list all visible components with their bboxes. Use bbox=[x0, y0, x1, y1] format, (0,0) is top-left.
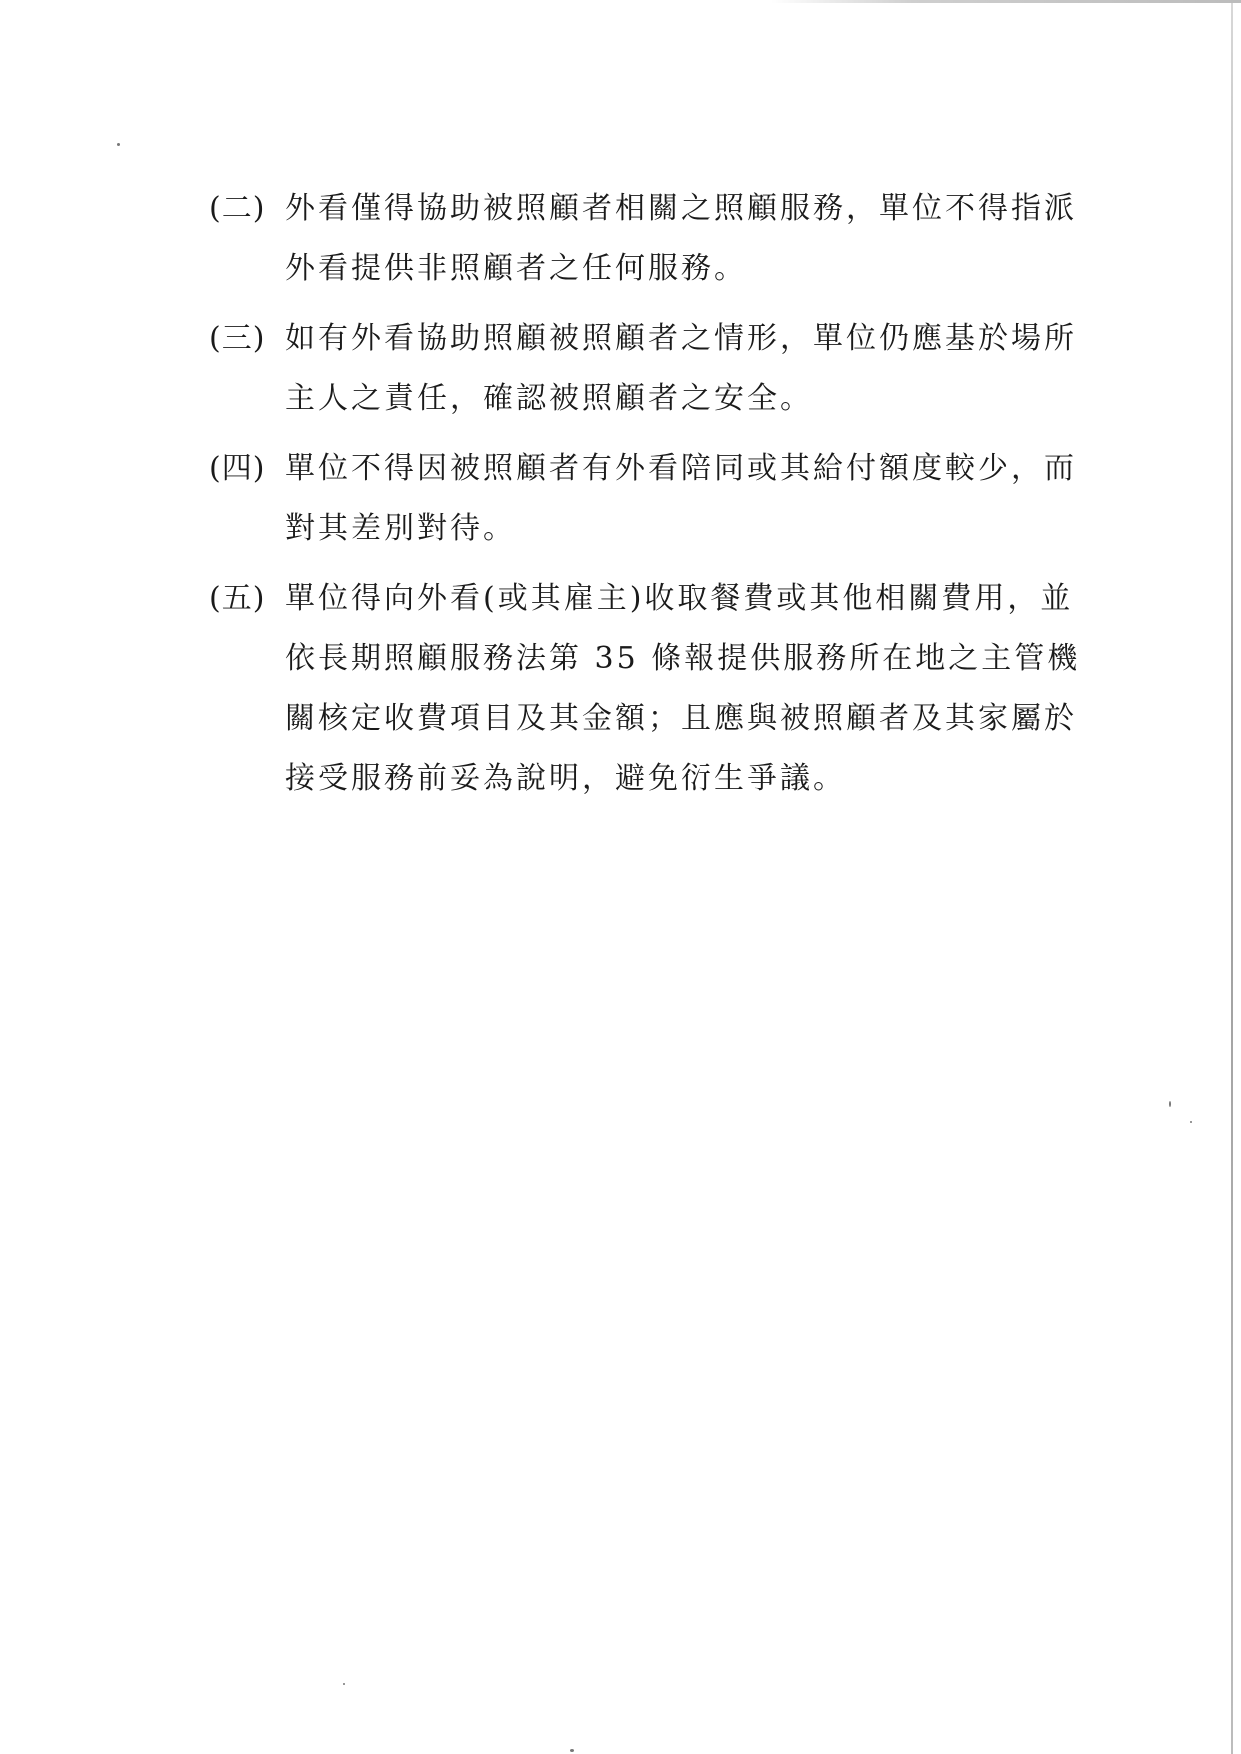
scan-edge-right bbox=[1231, 0, 1233, 1754]
list-item bbox=[209, 574, 1081, 804]
item-text-line: 外看提供非照顧者之任何服務。 bbox=[285, 251, 747, 286]
item-text-line: 如有外看協助照顧被照顧者之情形，單位仍應基於場所 bbox=[285, 321, 1077, 356]
item-text-line: 主人之責任，確認被照顧者之安全。 bbox=[285, 381, 813, 416]
item-text-line: 關核定收費項目及其金額；且應與被照顧者及其家屬於 bbox=[285, 701, 1077, 736]
item-number: (二) bbox=[209, 191, 266, 226]
item-number: (四) bbox=[209, 451, 266, 486]
scan-speck bbox=[1190, 1121, 1192, 1123]
list-item bbox=[209, 314, 1077, 424]
item-text-line: 接受服務前妥為說明，避免衍生爭議。 bbox=[285, 761, 846, 796]
item-text-line: 單位得向外看(或其雇主)收取餐費或其他相關費用，並 bbox=[285, 581, 1074, 616]
scan-edge-top bbox=[771, 0, 1241, 3]
item-number: (三) bbox=[209, 321, 266, 356]
scan-speck bbox=[570, 1749, 574, 1752]
document-body bbox=[209, 184, 1081, 824]
item-text-line: 單位不得因被照顧者有外看陪同或其給付額度較少，而 bbox=[285, 451, 1077, 486]
scan-speck bbox=[1169, 1101, 1171, 1107]
item-text-line: 對其差別對待。 bbox=[285, 511, 516, 546]
item-number: (五) bbox=[209, 581, 266, 616]
item-text-line: 外看僅得協助被照顧者相關之照顧服務，單位不得指派 bbox=[285, 191, 1077, 226]
list-item bbox=[209, 184, 1077, 294]
list-item bbox=[209, 444, 1077, 554]
scan-speck bbox=[343, 1683, 345, 1685]
item-text-line: 依長期照顧服務法第 35 條報提供服務所在地之主管機 bbox=[285, 641, 1081, 676]
scan-speck bbox=[117, 143, 120, 146]
